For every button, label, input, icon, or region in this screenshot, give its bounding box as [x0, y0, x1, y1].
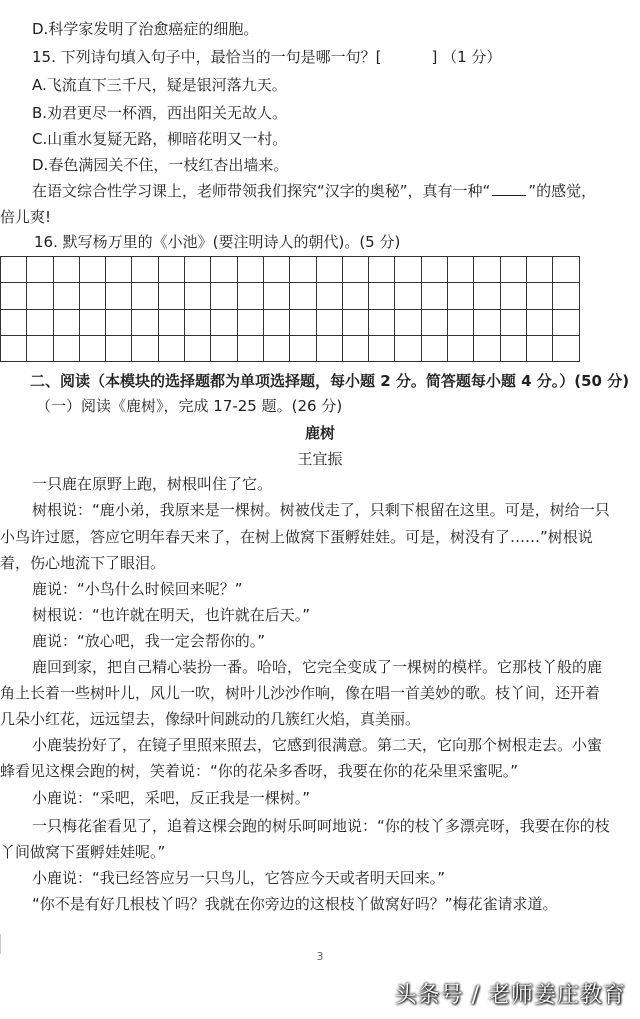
- grid-cell[interactable]: [185, 257, 211, 283]
- grid-cell[interactable]: [421, 283, 447, 309]
- grid-cell[interactable]: [342, 309, 368, 335]
- story-line: “你不是有好几根枝丫吗？我就在你旁边的这根枝丫做窝好吗？”梅花雀请求道。: [32, 895, 558, 913]
- grid-cell[interactable]: [474, 283, 500, 309]
- q15-option-c: C.山重水复疑无路，柳暗花明又一村。: [32, 130, 288, 148]
- grid-cell[interactable]: [185, 335, 211, 361]
- grid-cell[interactable]: [395, 257, 421, 283]
- grid-cell[interactable]: [53, 309, 79, 335]
- grid-cell[interactable]: [132, 283, 158, 309]
- writing-grid: [0, 256, 580, 362]
- grid-cell[interactable]: [1, 283, 27, 309]
- grid-cell[interactable]: [421, 257, 447, 283]
- grid-cell[interactable]: [237, 257, 263, 283]
- grid-cell[interactable]: [526, 283, 552, 309]
- grid-cell[interactable]: [553, 257, 579, 283]
- grid-cell[interactable]: [53, 335, 79, 361]
- grid-row: [1, 257, 580, 283]
- section2-header: 二、阅读（本模块的选择题都为单项选择题，每小题 2 分。简答题每小题 4 分。）(50 分): [30, 372, 630, 390]
- grid-cell[interactable]: [263, 335, 289, 361]
- story-line: 小鹿说：“采吧，采吧，反正我是一棵树。”: [32, 789, 311, 807]
- grid-cell[interactable]: [526, 335, 552, 361]
- grid-cell[interactable]: [395, 335, 421, 361]
- fill-blank: [492, 181, 526, 196]
- story-line: 小鹿说：“我已经答应另一只鸟儿，它答应今天或者明天回来。”: [32, 869, 446, 887]
- q15-question: [0, 46, 640, 70]
- grid-cell[interactable]: [263, 309, 289, 335]
- grid-cell[interactable]: [211, 257, 237, 283]
- grid-cell[interactable]: [185, 283, 211, 309]
- story-line: 几朵小红花，远远望去，像绿叶间跳动的几簇红火焰，真美丽。: [0, 710, 421, 728]
- grid-cell[interactable]: [553, 309, 579, 335]
- grid-cell[interactable]: [132, 309, 158, 335]
- story-line: 树根说：“也许就在明天，也许就在后天。”: [32, 606, 311, 624]
- grid-cell[interactable]: [474, 309, 500, 335]
- grid-cell[interactable]: [500, 309, 526, 335]
- grid-cell[interactable]: [27, 335, 53, 361]
- grid-cell[interactable]: [79, 335, 105, 361]
- grid-cell[interactable]: [237, 283, 263, 309]
- grid-cell[interactable]: [27, 257, 53, 283]
- grid-cell[interactable]: [27, 309, 53, 335]
- grid-cell[interactable]: [237, 335, 263, 361]
- story-line: 鹿说：“小鸟什么时候回来呢？”: [32, 580, 243, 598]
- watermark: 头条号 / 老师姜庄教育: [394, 983, 626, 1008]
- page-number: 3: [316, 950, 324, 963]
- grid-cell[interactable]: [106, 257, 132, 283]
- q15-context-line2: 倍儿爽!: [0, 208, 52, 226]
- grid-cell[interactable]: [211, 283, 237, 309]
- story-line: 角上长着一些树叶儿，风儿一吹，树叶儿沙沙作响，像在唱一首美妙的歌。枝丫间，还开着: [0, 684, 601, 702]
- grid-cell[interactable]: [79, 257, 105, 283]
- grid-cell[interactable]: [500, 283, 526, 309]
- grid-row: [1, 335, 580, 361]
- grid-cell[interactable]: [290, 309, 316, 335]
- grid-cell[interactable]: [474, 335, 500, 361]
- grid-cell[interactable]: [421, 335, 447, 361]
- grid-cell[interactable]: [342, 283, 368, 309]
- q15-context: [0, 180, 640, 204]
- section2-part1: （一）阅读《鹿树》，完成 17-25 题。(26 分): [36, 397, 343, 415]
- q15-question-text: 15. 下列诗句填入句子中，最恰当的一句是哪一句？[: [32, 48, 382, 66]
- grid-cell[interactable]: [474, 257, 500, 283]
- grid-cell[interactable]: [1, 335, 27, 361]
- story-line: 丫间做窝下蛋孵娃娃呢。”: [0, 843, 166, 861]
- grid-cell[interactable]: [263, 283, 289, 309]
- grid-cell[interactable]: [211, 309, 237, 335]
- story-line: 蜂看见这棵会跑的树，笑着说：“你的花朵多香呀，我要在你的花朵里采蜜呢。”: [0, 762, 519, 780]
- q15-option-a: A.飞流直下三千尺，疑是银河落九天。: [32, 76, 287, 94]
- grid-cell[interactable]: [158, 309, 184, 335]
- grid-cell[interactable]: [53, 283, 79, 309]
- grid-cell[interactable]: [369, 283, 395, 309]
- story-line: 鹿说：“放心吧，我一定会帮你的。”: [32, 632, 266, 650]
- grid-cell[interactable]: [369, 335, 395, 361]
- grid-row: [1, 283, 580, 309]
- grid-cell[interactable]: [185, 309, 211, 335]
- grid-cell[interactable]: [316, 283, 342, 309]
- grid-cell[interactable]: [79, 283, 105, 309]
- story-line: 鹿回到家，把自己精心装扮一番。哈哈，它完全变成了一棵树的模样。它那枝丫般的鹿: [32, 658, 603, 676]
- grid-cell[interactable]: [448, 283, 474, 309]
- story-line: 小鸟许过愿，答应它明年春天来了，在树上做窝下蛋孵娃娃。可是，树没有了……”树根说: [0, 528, 593, 546]
- grid-cell[interactable]: [158, 257, 184, 283]
- grid-cell[interactable]: [500, 257, 526, 283]
- grid-cell[interactable]: [500, 335, 526, 361]
- grid-cell[interactable]: [106, 283, 132, 309]
- grid-cell[interactable]: [316, 335, 342, 361]
- story-author: 王宜振: [297, 450, 343, 468]
- grid-cell[interactable]: [448, 335, 474, 361]
- grid-cell[interactable]: [290, 335, 316, 361]
- story-title: 鹿树: [304, 424, 335, 442]
- grid-cell[interactable]: [27, 283, 53, 309]
- q15-option-b: B.劝君更尽一杯酒，西出阳关无故人。: [32, 104, 288, 122]
- grid-cell[interactable]: [342, 257, 368, 283]
- grid-cell[interactable]: [132, 257, 158, 283]
- grid-cell[interactable]: [395, 283, 421, 309]
- grid-row: [1, 309, 580, 335]
- grid-cell[interactable]: [79, 309, 105, 335]
- q15-option-d: D.春色满园关不住，一枝红杏出墙来。: [32, 156, 289, 174]
- grid-cell[interactable]: [553, 283, 579, 309]
- grid-cell[interactable]: [369, 309, 395, 335]
- grid-cell[interactable]: [106, 309, 132, 335]
- grid-cell[interactable]: [1, 309, 27, 335]
- grid-cell[interactable]: [1, 257, 27, 283]
- q15-score: （1 分）: [442, 48, 502, 66]
- grid-cell[interactable]: [526, 257, 552, 283]
- story-line: 树根说：“鹿小弟，我原来是一棵树。树被伐走了，只剩下根留在这里。可是，树给一只: [32, 501, 610, 519]
- grid-cell[interactable]: [553, 335, 579, 361]
- grid-cell[interactable]: [158, 283, 184, 309]
- grid-cell[interactable]: [290, 257, 316, 283]
- q15-context-after: ”的感觉，: [528, 182, 597, 200]
- q14-option-d: D.科学家发明了治愈癌症的细胞。: [32, 20, 259, 38]
- grid-cell[interactable]: [369, 257, 395, 283]
- grid-cell[interactable]: [448, 257, 474, 283]
- grid-cell[interactable]: [53, 257, 79, 283]
- grid-cell[interactable]: [421, 309, 447, 335]
- grid-cell[interactable]: [211, 335, 237, 361]
- q16-prompt: 16. 默写杨万里的《小池》(要注明诗人的朝代)。(5 分): [34, 233, 401, 251]
- grid-cell[interactable]: [106, 335, 132, 361]
- grid-cell[interactable]: [237, 309, 263, 335]
- grid-cell[interactable]: [448, 309, 474, 335]
- grid-cell[interactable]: [158, 335, 184, 361]
- story-line: 一只鹿在原野上跑，树根叫住了它。: [32, 475, 273, 493]
- grid-cell[interactable]: [342, 335, 368, 361]
- grid-cell[interactable]: [132, 335, 158, 361]
- story-line: 小鹿装扮好了，在镜子里照来照去，它感到很满意。第二天，它向那个树根走去。小蜜: [32, 736, 603, 754]
- story-line: 一只梅花雀看见了，追着这棵会跑的树乐呵呵地说：“你的枝丫多漂亮呀，我要在你的枝: [32, 817, 610, 835]
- q15-context-before: 在语文综合性学习课上，老师带领我们探究“汉字的奥秘”，真有一种“: [32, 182, 491, 200]
- grid-cell[interactable]: [290, 283, 316, 309]
- grid-cell[interactable]: [526, 309, 552, 335]
- grid-cell[interactable]: [316, 257, 342, 283]
- grid-cell[interactable]: [316, 309, 342, 335]
- grid-cell[interactable]: [263, 257, 289, 283]
- q15-bracket-close: ]: [431, 48, 438, 66]
- grid-cell[interactable]: [395, 309, 421, 335]
- story-line: 着，伤心地流下了眼泪。: [0, 554, 166, 572]
